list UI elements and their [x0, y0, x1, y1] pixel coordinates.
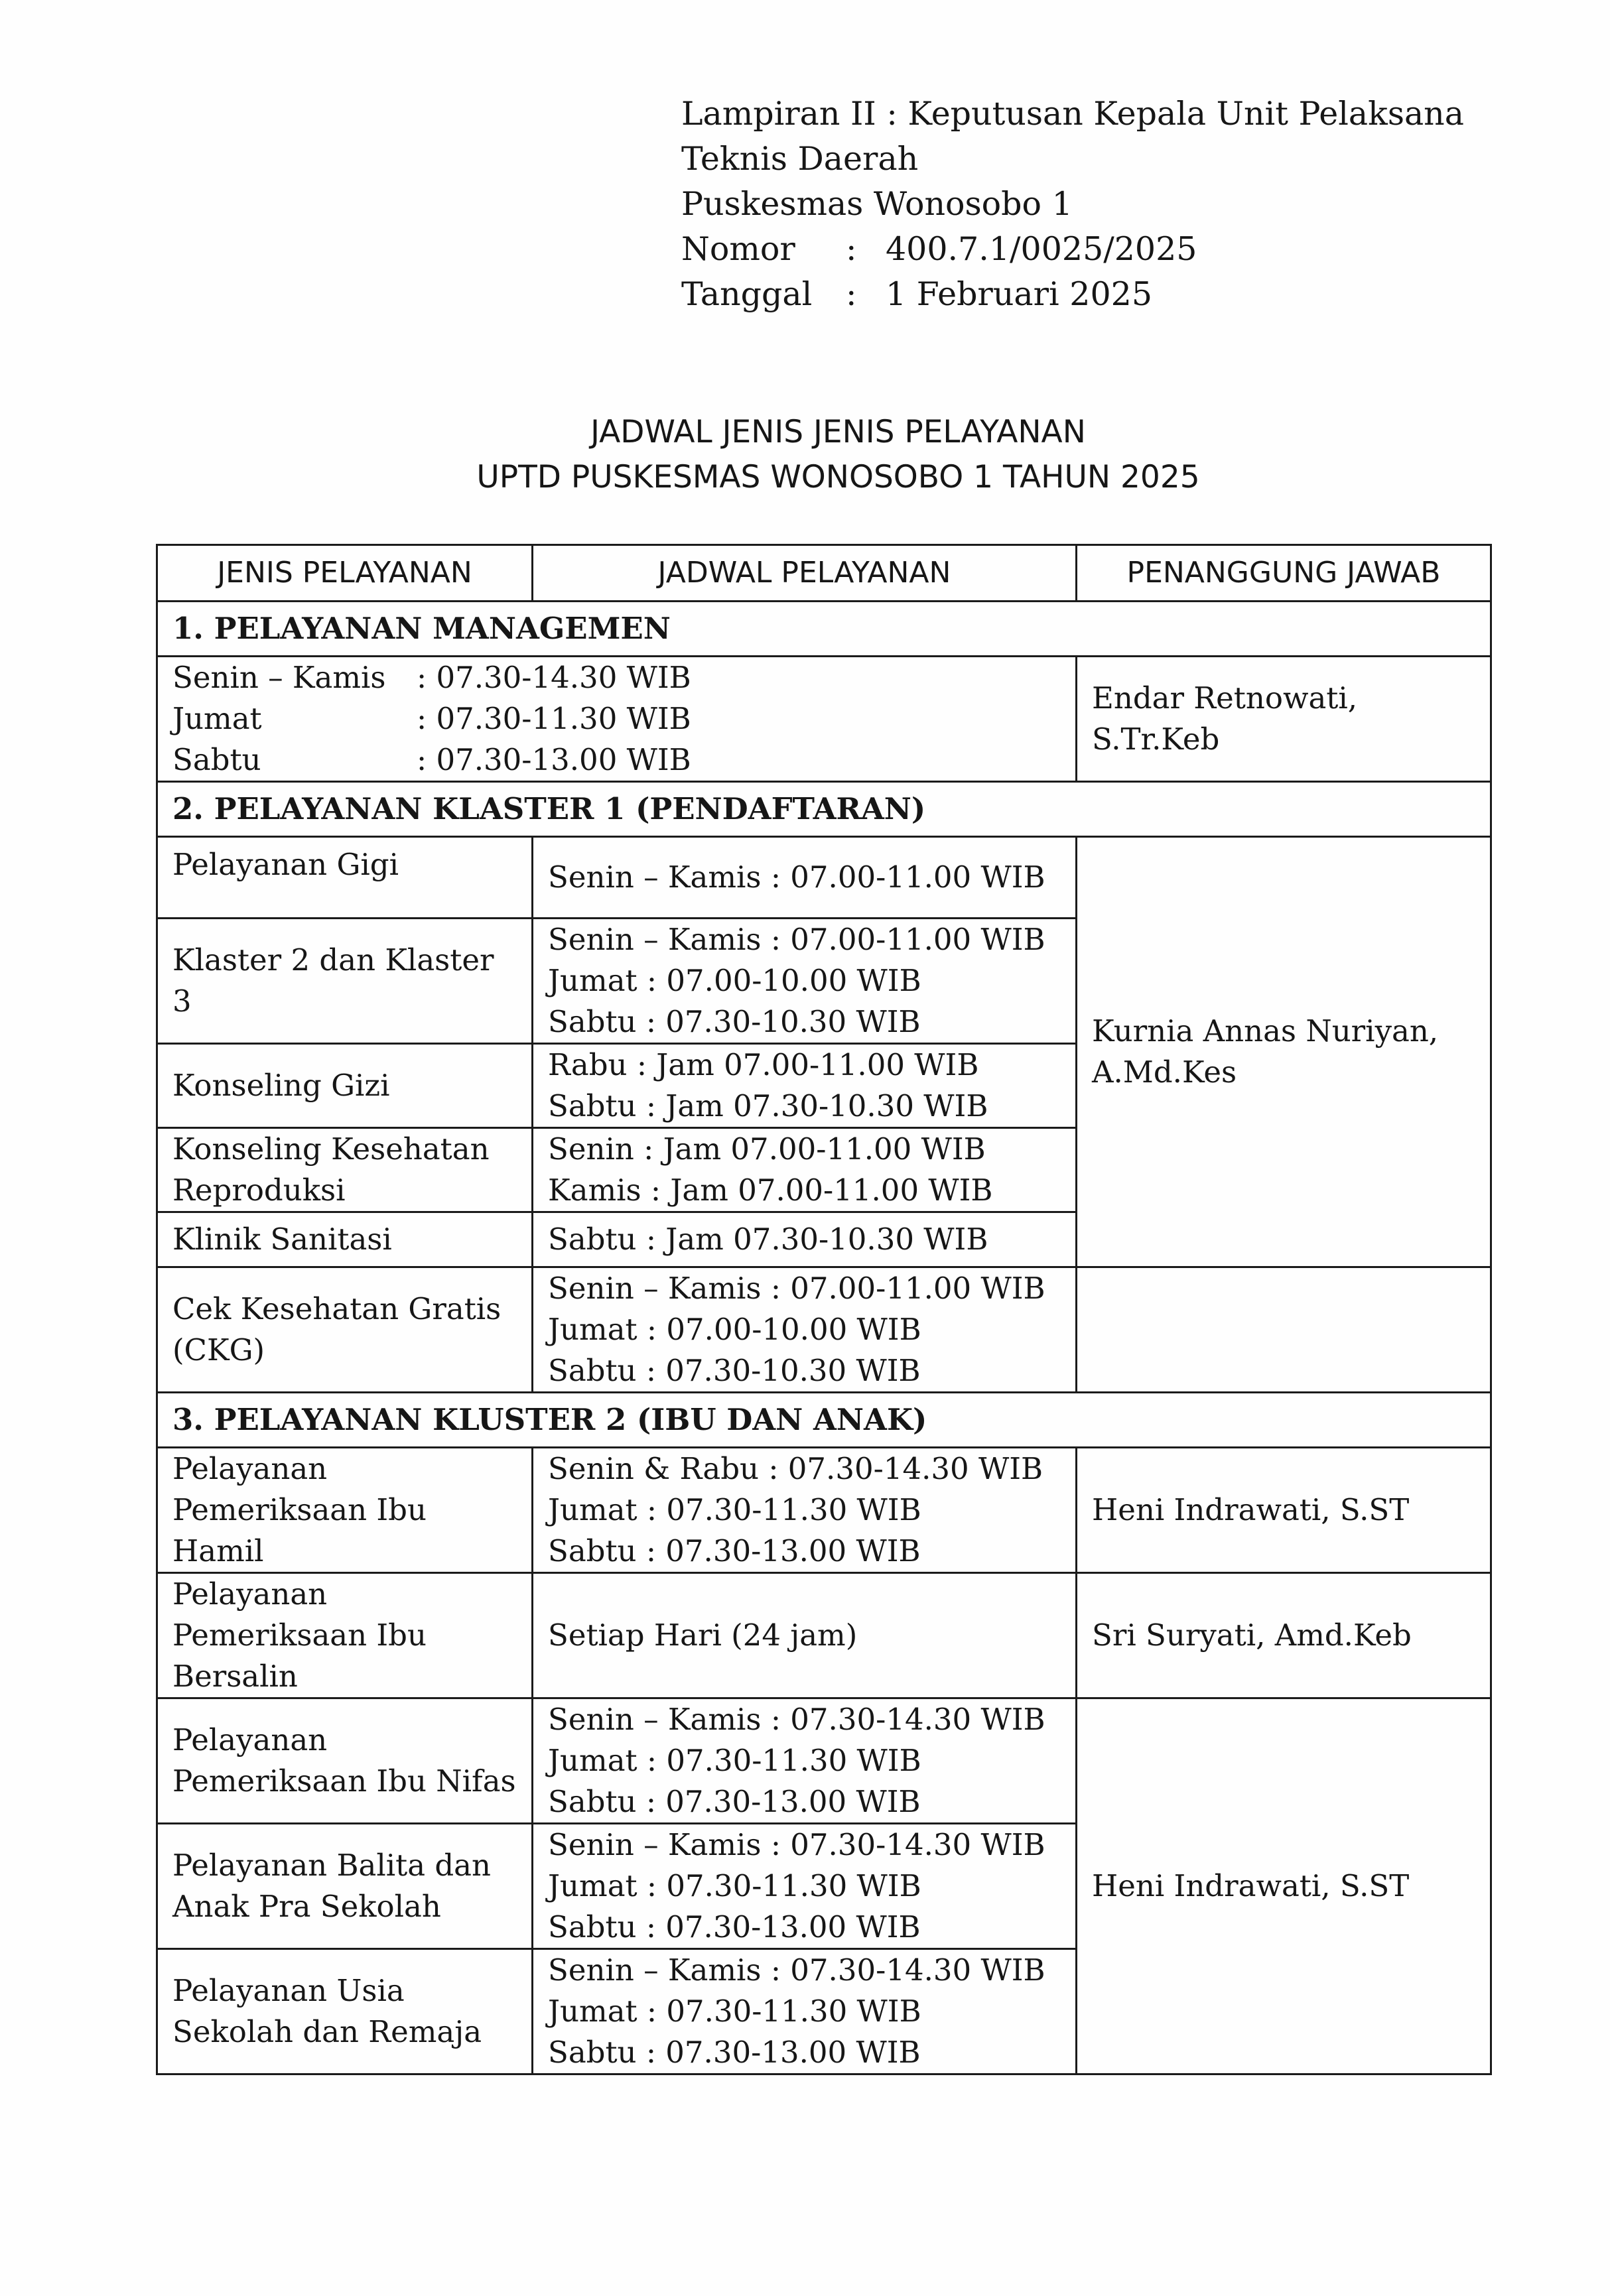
responsible-person-empty — [1077, 1267, 1491, 1393]
section-title: 2. PELAYANAN KLASTER 1 (PENDAFTARAN) — [157, 782, 1491, 837]
table-row — [157, 837, 1491, 919]
service-name: Klaster 2 dan Klaster 3 — [157, 919, 533, 1044]
appendix-line-1: Lampiran II : Keputusan Kepala Unit Pelaksana — [681, 95, 1464, 133]
schedule-day: Sabtu — [172, 742, 261, 777]
service-name: Pelayanan Usia Sekolah dan Remaja — [157, 1949, 533, 2074]
col-header-jadwal: JADWAL PELAYANAN — [533, 545, 1077, 602]
service-schedule: Senin : Jam 07.00-11.00 WIB Kamis : Jam 07.00-11.00 WIB — [533, 1128, 1077, 1212]
section-row — [157, 1393, 1491, 1448]
service-schedule: Sabtu : Jam 07.30-10.30 WIB — [533, 1212, 1077, 1267]
section-row — [157, 782, 1491, 837]
responsible-person: Kurnia Annas Nuriyan, A.Md.Kes — [1077, 837, 1491, 1267]
schedule-day: Senin – Kamis — [172, 660, 386, 695]
nomor-value: 400.7.1/0025/2025 — [886, 230, 1197, 268]
responsible-person: Sri Suryati, Amd.Keb — [1077, 1573, 1491, 1698]
section-row — [157, 602, 1491, 657]
document-title — [0, 410, 1610, 500]
service-name: Klinik Sanitasi — [157, 1212, 533, 1267]
appendix-header — [681, 92, 1464, 317]
tanggal-value: 1 Februari 2025 — [886, 275, 1153, 313]
tanggal-row: Tanggal : 1 Februari 2025 — [681, 272, 1464, 317]
schedule-time: : 07.30-13.00 WIB — [417, 742, 691, 777]
service-name: Konseling Gizi — [157, 1044, 533, 1128]
section-title: 3. PELAYANAN KLUSTER 2 (IBU DAN ANAK) — [157, 1393, 1491, 1448]
service-schedule: Rabu : Jam 07.00-11.00 WIB Sabtu : Jam 07.30-10.30 WIB — [533, 1044, 1077, 1128]
tanggal-label: Tanggal — [681, 275, 813, 313]
schedule-time: : 07.30-11.30 WIB — [417, 701, 691, 736]
service-name: Cek Kesehatan Gratis (CKG) — [157, 1267, 533, 1393]
table-header-row — [157, 545, 1491, 602]
service-schedule: Senin – Kamis : 07.00-11.00 WIB Jumat : 07.00-10.00 WIB Sabtu : 07.30-10.30 WIB — [533, 1267, 1077, 1393]
service-schedule: Senin – Kamis : 07.30-14.30 WIB Jumat : 07.30-11.30 WIB Sabtu : 07.30-13.00 WIB — [533, 1698, 1077, 1824]
responsible-person: Heni Indrawati, S.ST — [1077, 1698, 1491, 2074]
table-row — [157, 657, 1491, 782]
responsible-person: Endar Retnowati, S.Tr.Keb — [1077, 657, 1491, 782]
responsible-person: Heni Indrawati, S.ST — [1077, 1448, 1491, 1573]
title-line-2: UPTD PUSKESMAS WONOSOBO 1 TAHUN 2025 — [476, 459, 1200, 495]
section-title: 1. PELAYANAN MANAGEMEN — [157, 602, 1491, 657]
table-row — [157, 1573, 1491, 1698]
service-name: Pelayanan Pemeriksaan Ibu Nifas — [157, 1698, 533, 1824]
service-schedule: Setiap Hari (24 jam) — [533, 1573, 1077, 1698]
service-name: Pelayanan Gigi — [157, 837, 533, 919]
service-schedule: Senin – Kamis : 07.30-14.30 WIB Jumat : 07.30-11.30 WIB Sabtu : 07.30-13.00 WIB — [533, 1949, 1077, 2074]
col-header-pj: PENANGGUNG JAWAB — [1077, 545, 1491, 602]
service-name: Pelayanan Balita dan Anak Pra Sekolah — [157, 1824, 533, 1949]
service-name: Konseling Kesehatan Reproduksi — [157, 1128, 533, 1212]
service-schedule: Senin & Rabu : 07.30-14.30 WIB Jumat : 07.30-11.30 WIB Sabtu : 07.30-13.00 WIB — [533, 1448, 1077, 1573]
appendix-line-3: Puskesmas Wonosobo 1 — [681, 185, 1073, 223]
table-row — [157, 1448, 1491, 1573]
service-schedule: Senin – Kamis : 07.00-11.00 WIB — [533, 837, 1077, 919]
title-line-1: JADWAL JENIS JENIS PELAYANAN — [590, 414, 1086, 450]
table-row — [157, 1267, 1491, 1393]
appendix-line-2: Teknis Daerah — [681, 140, 919, 178]
service-schedule: Senin – Kamis : 07.30-14.30 WIB Jumat : 07.30-11.30 WIB Sabtu : 07.30-13.00 WIB — [533, 1824, 1077, 1949]
col-header-jenis: JENIS PELAYANAN — [157, 545, 533, 602]
schedule-table — [156, 544, 1492, 2075]
table-row — [157, 1698, 1491, 1824]
service-name: Pelayanan Pemeriksaan Ibu Hamil — [157, 1448, 533, 1573]
schedule-time: : 07.30-14.30 WIB — [417, 660, 691, 695]
service-schedule: Senin – Kamis : 07.00-11.00 WIB Jumat : 07.00-10.00 WIB Sabtu : 07.30-10.30 WIB — [533, 919, 1077, 1044]
nomor-label: Nomor — [681, 230, 795, 268]
schedule-day: Jumat — [172, 701, 262, 736]
nomor-row: Nomor : 400.7.1/0025/2025 — [681, 227, 1464, 272]
service-name: Pelayanan Pemeriksaan Ibu Bersalin — [157, 1573, 533, 1698]
